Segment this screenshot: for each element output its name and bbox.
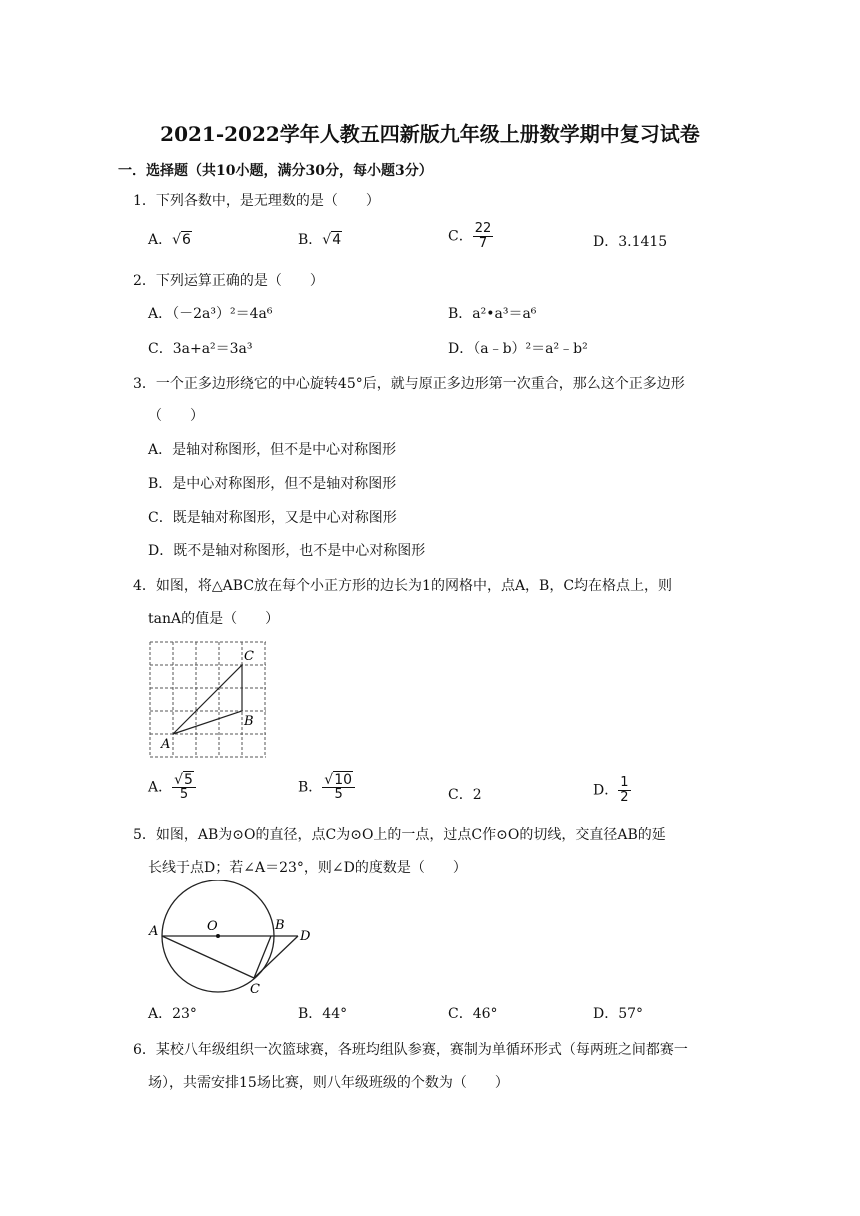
sqrt-symbol: √6 — [172, 232, 191, 248]
label-d: D — [300, 929, 311, 944]
q2-option-d: D．（a﹣b）²＝a²﹣b² — [448, 341, 588, 357]
label-b: B — [244, 714, 254, 729]
question-4-stem-line2: tanA的值是（ ） — [148, 611, 280, 627]
fraction: $\frac{√5}{5}$ — [172, 773, 196, 802]
grid-triangle-figure — [148, 640, 270, 762]
label-o: O — [207, 919, 218, 934]
label-a: A — [149, 924, 159, 939]
question-2-stem: 2．下列运算正确的是（ ） — [133, 273, 324, 289]
sqrt-symbol: √4 — [322, 232, 342, 248]
question-6-stem-line1: 6．某校八年级组织一次篮球赛，各班均组队参赛，赛制为单循环形式（每两班之间都赛一 — [133, 1042, 688, 1058]
question-4-stem-line1: 4．如图，将△ABC放在每个小正方形的边长为1的网格中，点A，B，C均在格点上，则 — [133, 578, 673, 594]
q2-option-a: A．（－2a³）²＝4a⁶ — [148, 306, 273, 322]
q5-option-c: C．46° — [448, 1006, 498, 1022]
question-3-stem-line1: 3．一个正多边形绕它的中心旋转45°后，就与原正多边形第一次重合，那么这个正多边形 — [133, 376, 685, 392]
center-dot — [216, 934, 220, 938]
question-5-stem-line1: 5．如图，AB为⊙O的直径，点C为⊙O上的一点，过点C作⊙O的切线，交直径AB的延 — [133, 827, 666, 843]
q4-option-d: D． $\frac{1}{2}$ — [593, 775, 629, 805]
page-title: 2021-2022学年人教五四新版九年级上册数学期中复习试卷 — [160, 122, 700, 146]
chord-ac — [162, 936, 254, 978]
q5-option-a: A．23° — [148, 1006, 197, 1022]
label-b: B — [275, 918, 285, 933]
q2-option-c: C．3a+a²＝3a³ — [148, 341, 253, 357]
q3-option-a: A．是轴对称图形，但不是中心对称图形 — [148, 442, 397, 458]
q1-option-b: B．√4 — [298, 232, 342, 248]
q2-option-b: B．a²•a³＝a⁶ — [448, 306, 537, 322]
q1-option-d: D．3.1415 — [593, 234, 668, 250]
triangle-abc — [173, 665, 242, 734]
q4-option-c: C．2 — [448, 787, 482, 803]
question-5-stem-line2: 长线于点D；若∠A＝23°，则∠D的度数是（ ） — [148, 860, 467, 876]
label-a: A — [161, 737, 171, 752]
circle-tangent-figure — [146, 880, 318, 998]
chord-bc — [254, 936, 271, 978]
q4-option-b: B． $\frac{√10}{5}$ — [298, 773, 355, 802]
q3-option-c: C．既是轴对称图形，又是中心对称图形 — [148, 510, 397, 526]
question-1-stem: 1．下列各数中，是无理数的是（ ） — [133, 193, 380, 209]
fraction: $\frac{1}{2}$ — [620, 775, 629, 805]
label-c: C — [244, 649, 254, 664]
q5-option-d: D．57° — [593, 1006, 644, 1022]
q3-option-d: D．既不是轴对称图形，也不是中心对称图形 — [148, 543, 426, 559]
question-6-stem-line2: 场），共需安排15场比赛，则八年级班级的个数为（ ） — [148, 1075, 509, 1091]
q3-option-b: B．是中心对称图形，但不是轴对称图形 — [148, 476, 397, 492]
q1-option-c: C． $\frac{22}{7}$ — [448, 221, 492, 251]
q5-option-b: B．44° — [298, 1006, 348, 1022]
q4-option-a: A． $\frac{√5}{5}$ — [148, 773, 196, 802]
fraction: $\frac{√10}{5}$ — [322, 773, 355, 802]
question-3-stem-line2: （ ） — [148, 408, 204, 424]
section-heading: 一．选择题（共10小题，满分30分，每小题3分） — [118, 163, 433, 179]
fraction: $\frac{22}{7}$ — [474, 221, 492, 251]
q1-option-a: A．√6 — [148, 232, 191, 248]
label-c: C — [250, 982, 260, 997]
tangent-cd — [254, 936, 298, 978]
